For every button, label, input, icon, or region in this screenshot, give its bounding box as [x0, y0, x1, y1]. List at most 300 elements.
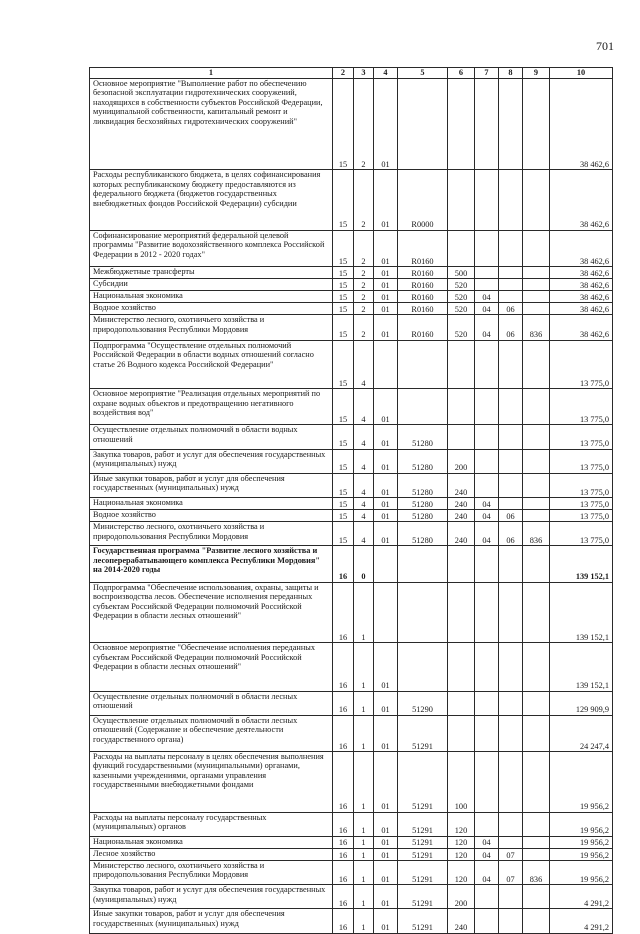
ministry-code-cell [523, 170, 550, 231]
section-cell [475, 582, 499, 643]
target-code-cell: 51291 [398, 715, 448, 751]
row-name-cell: Министерство лесного, охотничьего хозяйства и природопользования Республики Мордовия [90, 315, 333, 340]
row-name-cell: Расходы на выплаты персоналу в целях обеспечения выполнения функций государственными (муниципальными) органами, казенными учреждениями, органами управления государственными внебюджетными фондами [90, 752, 333, 813]
event-code-cell: 01 [374, 79, 398, 170]
expense-type-cell [448, 582, 475, 643]
section-cell: 04 [475, 836, 499, 848]
program-code-cell: 15 [333, 340, 354, 388]
event-code-cell: 01 [374, 291, 398, 303]
event-code-cell: 01 [374, 449, 398, 473]
amount-cell: 38 462,6 [550, 291, 613, 303]
program-code-cell: 16 [333, 860, 354, 884]
row-name-cell: Субсидии [90, 279, 333, 291]
target-code-cell: R0160 [398, 315, 448, 340]
program-code-cell: 15 [333, 473, 354, 497]
subprogram-code-cell: 2 [354, 170, 374, 231]
table-row [90, 303, 613, 315]
header-cell: 5 [398, 68, 448, 79]
amount-cell: 24 247,4 [550, 715, 613, 751]
target-code-cell [398, 546, 448, 582]
program-code-cell: 16 [333, 909, 354, 933]
target-code-cell: R0160 [398, 303, 448, 315]
amount-cell: 139 152,1 [550, 582, 613, 643]
section-cell [475, 812, 499, 836]
expense-type-cell [448, 79, 475, 170]
section-cell: 04 [475, 510, 499, 522]
event-code-cell: 01 [374, 303, 398, 315]
budget-table [89, 67, 613, 934]
subprogram-code-cell: 4 [354, 510, 374, 522]
expense-type-cell: 520 [448, 315, 475, 340]
page-number: 701 [596, 39, 614, 53]
subprogram-code-cell: 2 [354, 267, 374, 279]
section-cell [475, 449, 499, 473]
ministry-code-cell [523, 291, 550, 303]
event-code-cell: 01 [374, 230, 398, 266]
subprogram-code-cell: 1 [354, 909, 374, 933]
amount-cell: 13 775,0 [550, 522, 613, 546]
row-name-cell: Национальная экономика [90, 291, 333, 303]
ministry-code-cell [523, 279, 550, 291]
event-code-cell: 01 [374, 848, 398, 860]
event-code-cell: 01 [374, 691, 398, 715]
ministry-code-cell [523, 79, 550, 170]
subprogram-code-cell: 2 [354, 230, 374, 266]
row-name-cell: Водное хозяйство [90, 510, 333, 522]
subprogram-code-cell: 2 [354, 315, 374, 340]
event-code-cell: 01 [374, 715, 398, 751]
table-row [90, 389, 613, 425]
subprogram-code-cell: 1 [354, 691, 374, 715]
subsection-cell [499, 449, 523, 473]
expense-type-cell: 120 [448, 812, 475, 836]
program-code-cell: 16 [333, 691, 354, 715]
subprogram-code-cell: 1 [354, 836, 374, 848]
event-code-cell: 01 [374, 473, 398, 497]
amount-cell: 38 462,6 [550, 315, 613, 340]
ministry-code-cell [523, 691, 550, 715]
row-name-cell: Осуществление отдельных полномочий в области лесных отношений (Содержание и обеспечение деятельности государственного органа) [90, 715, 333, 751]
target-code-cell: 51280 [398, 473, 448, 497]
expense-type-cell [448, 340, 475, 388]
table-row [90, 230, 613, 266]
expense-type-cell [448, 230, 475, 266]
target-code-cell: 51291 [398, 860, 448, 884]
expense-type-cell: 240 [448, 522, 475, 546]
table-row [90, 279, 613, 291]
program-code-cell: 16 [333, 885, 354, 909]
expense-type-cell: 240 [448, 473, 475, 497]
event-code-cell: 01 [374, 510, 398, 522]
ministry-code-cell [523, 812, 550, 836]
amount-cell: 38 462,6 [550, 279, 613, 291]
amount-cell: 129 909,9 [550, 691, 613, 715]
target-code-cell [398, 582, 448, 643]
row-name-cell: Иные закупки товаров, работ и услуг для обеспечения государственных (муниципальных) нужд [90, 473, 333, 497]
row-name-cell: Министерство лесного, охотничьего хозяйства и природопользования Республики Мордовия [90, 522, 333, 546]
target-code-cell: 51280 [398, 522, 448, 546]
ministry-code-cell [523, 389, 550, 425]
ministry-code-cell [523, 498, 550, 510]
ministry-code-cell [523, 582, 550, 643]
event-code-cell: 01 [374, 279, 398, 291]
program-code-cell: 15 [333, 510, 354, 522]
subprogram-code-cell: 1 [354, 848, 374, 860]
subsection-cell [499, 752, 523, 813]
event-code-cell: 01 [374, 267, 398, 279]
section-cell [475, 425, 499, 449]
target-code-cell [398, 340, 448, 388]
subsection-cell [499, 473, 523, 497]
amount-cell: 38 462,6 [550, 230, 613, 266]
table-row [90, 449, 613, 473]
program-code-cell: 16 [333, 643, 354, 691]
subsection-cell [499, 279, 523, 291]
header-cell: 10 [550, 68, 613, 79]
amount-cell: 139 152,1 [550, 546, 613, 582]
amount-cell: 19 956,2 [550, 848, 613, 860]
ministry-code-cell [523, 267, 550, 279]
section-cell: 04 [475, 522, 499, 546]
section-cell [475, 546, 499, 582]
expense-type-cell: 240 [448, 510, 475, 522]
amount-cell: 38 462,6 [550, 170, 613, 231]
row-name-cell: Основное мероприятие "Выполнение работ по обеспечению безопасной эксплуатации гидротехнических сооружений, находящихся в собственности субъектов Российской Федерации, муниципальной собственности, капитальный ремонт и ликвидация бесхозяйных гидротехнических сооружений" [90, 79, 333, 170]
amount-cell: 38 462,6 [550, 79, 613, 170]
subprogram-code-cell: 4 [354, 389, 374, 425]
table-row [90, 170, 613, 231]
subsection-cell [499, 498, 523, 510]
header-cell: 2 [333, 68, 354, 79]
table-body [90, 79, 613, 934]
target-code-cell [398, 389, 448, 425]
target-code-cell [398, 79, 448, 170]
subprogram-code-cell: 1 [354, 885, 374, 909]
program-code-cell: 15 [333, 279, 354, 291]
program-code-cell: 15 [333, 389, 354, 425]
table-row [90, 522, 613, 546]
row-name-cell: Основное мероприятие "Реализация отдельных мероприятий по охране водных объектов и предотвращению негативного воздействия вод" [90, 389, 333, 425]
section-cell: 04 [475, 291, 499, 303]
section-cell [475, 643, 499, 691]
program-code-cell: 15 [333, 230, 354, 266]
ministry-code-cell: 836 [523, 860, 550, 884]
subprogram-code-cell: 1 [354, 812, 374, 836]
table-row [90, 848, 613, 860]
ministry-code-cell [523, 449, 550, 473]
event-code-cell: 01 [374, 885, 398, 909]
program-code-cell: 15 [333, 303, 354, 315]
expense-type-cell [448, 643, 475, 691]
row-name-cell: Основное мероприятие "Обеспечение исполнения переданных субъектам Российской Федерации полномочий Российской Федерации в области лесных отношений" [90, 643, 333, 691]
program-code-cell: 15 [333, 425, 354, 449]
target-code-cell: 51291 [398, 848, 448, 860]
amount-cell: 13 775,0 [550, 498, 613, 510]
table-row [90, 546, 613, 582]
target-code-cell: R0160 [398, 291, 448, 303]
target-code-cell: 51291 [398, 812, 448, 836]
table-row [90, 909, 613, 933]
target-code-cell: 51291 [398, 836, 448, 848]
event-code-cell: 01 [374, 170, 398, 231]
subsection-cell: 06 [499, 522, 523, 546]
ministry-code-cell [523, 715, 550, 751]
target-code-cell: R0160 [398, 279, 448, 291]
ministry-code-cell [523, 546, 550, 582]
subsection-cell [499, 389, 523, 425]
subsection-cell: 06 [499, 303, 523, 315]
subsection-cell [499, 170, 523, 231]
target-code-cell: 51280 [398, 449, 448, 473]
subsection-cell: 06 [499, 510, 523, 522]
target-code-cell: 51291 [398, 909, 448, 933]
ministry-code-cell [523, 848, 550, 860]
target-code-cell: R0000 [398, 170, 448, 231]
event-code-cell: 01 [374, 498, 398, 510]
header-cell: 7 [475, 68, 499, 79]
section-cell: 04 [475, 848, 499, 860]
event-code-cell: 01 [374, 389, 398, 425]
amount-cell: 13 775,0 [550, 510, 613, 522]
target-code-cell: 51280 [398, 425, 448, 449]
amount-cell: 13 775,0 [550, 340, 613, 388]
ministry-code-cell [523, 643, 550, 691]
target-code-cell: 51280 [398, 498, 448, 510]
table-row [90, 691, 613, 715]
header-cell: 4 [374, 68, 398, 79]
event-code-cell [374, 546, 398, 582]
table-row [90, 473, 613, 497]
subsection-cell [499, 643, 523, 691]
row-name-cell: Межбюджетные трансферты [90, 267, 333, 279]
table-row [90, 498, 613, 510]
program-code-cell: 16 [333, 752, 354, 813]
program-code-cell: 16 [333, 812, 354, 836]
table-row [90, 267, 613, 279]
subsection-cell [499, 546, 523, 582]
ministry-code-cell: 836 [523, 315, 550, 340]
table-row [90, 340, 613, 388]
subsection-cell [499, 267, 523, 279]
section-cell [475, 473, 499, 497]
row-name-cell: Министерство лесного, охотничьего хозяйства и природопользования Республики Мордовия [90, 860, 333, 884]
amount-cell: 4 291,2 [550, 885, 613, 909]
row-name-cell: Осуществление отдельных полномочий в области лесных отношений [90, 691, 333, 715]
section-cell: 04 [475, 860, 499, 884]
program-code-cell: 15 [333, 291, 354, 303]
subsection-cell: 07 [499, 860, 523, 884]
ministry-code-cell [523, 340, 550, 388]
event-code-cell: 01 [374, 752, 398, 813]
ministry-code-cell [523, 510, 550, 522]
amount-cell: 13 775,0 [550, 425, 613, 449]
subprogram-code-cell: 4 [354, 340, 374, 388]
subprogram-code-cell: 1 [354, 643, 374, 691]
section-cell [475, 230, 499, 266]
section-cell [475, 279, 499, 291]
section-cell [475, 691, 499, 715]
amount-cell: 38 462,6 [550, 267, 613, 279]
subprogram-code-cell: 1 [354, 715, 374, 751]
row-name-cell: Лесное хозяйство [90, 848, 333, 860]
subsection-cell [499, 230, 523, 266]
amount-cell: 19 956,2 [550, 860, 613, 884]
subsection-cell [499, 836, 523, 848]
amount-cell: 19 956,2 [550, 752, 613, 813]
header-cell: 1 [90, 68, 333, 79]
section-cell [475, 267, 499, 279]
expense-type-cell [448, 425, 475, 449]
expense-type-cell: 520 [448, 303, 475, 315]
table-header-row [90, 68, 613, 79]
expense-type-cell: 500 [448, 267, 475, 279]
expense-type-cell [448, 691, 475, 715]
expense-type-cell: 120 [448, 860, 475, 884]
table-row [90, 425, 613, 449]
table-row [90, 812, 613, 836]
subsection-cell [499, 340, 523, 388]
event-code-cell: 01 [374, 315, 398, 340]
event-code-cell: 01 [374, 860, 398, 884]
row-name-cell: Государственная программа "Развитие лесного хозяйства и лесоперерабатывающего комплекса Республики Мордовия" на 2014-2020 годы [90, 546, 333, 582]
amount-cell: 13 775,0 [550, 449, 613, 473]
target-code-cell: 51280 [398, 510, 448, 522]
ministry-code-cell [523, 230, 550, 266]
table-row [90, 752, 613, 813]
ministry-code-cell [523, 425, 550, 449]
expense-type-cell: 120 [448, 836, 475, 848]
expense-type-cell: 240 [448, 498, 475, 510]
ministry-code-cell [523, 303, 550, 315]
expense-type-cell: 200 [448, 885, 475, 909]
event-code-cell [374, 582, 398, 643]
program-code-cell: 16 [333, 582, 354, 643]
subprogram-code-cell: 4 [354, 498, 374, 510]
table-row [90, 885, 613, 909]
expense-type-cell [448, 715, 475, 751]
row-name-cell: Подпрограмма "Обеспечение использования, охраны, защиты и воспроизводства лесов. Обеспечение исполнения переданных субъектам Российской Федерации полномочий Российской Федерации в области лесных отношений" [90, 582, 333, 643]
subprogram-code-cell: 4 [354, 425, 374, 449]
ministry-code-cell [523, 885, 550, 909]
target-code-cell: 51290 [398, 691, 448, 715]
subsection-cell [499, 715, 523, 751]
program-code-cell: 15 [333, 267, 354, 279]
subsection-cell [499, 291, 523, 303]
subsection-cell [499, 885, 523, 909]
subprogram-code-cell: 2 [354, 279, 374, 291]
amount-cell: 4 291,2 [550, 909, 613, 933]
section-cell [475, 79, 499, 170]
table-row [90, 715, 613, 751]
section-cell: 04 [475, 498, 499, 510]
subsection-cell [499, 691, 523, 715]
section-cell [475, 752, 499, 813]
row-name-cell: Закупка товаров, работ и услуг для обеспечения государственных (муниципальных) нужд [90, 885, 333, 909]
section-cell [475, 170, 499, 231]
table-row [90, 510, 613, 522]
ministry-code-cell [523, 752, 550, 813]
event-code-cell: 01 [374, 425, 398, 449]
event-code-cell: 01 [374, 909, 398, 933]
header-cell: 8 [499, 68, 523, 79]
program-code-cell: 15 [333, 170, 354, 231]
program-code-cell: 15 [333, 315, 354, 340]
section-cell: 04 [475, 303, 499, 315]
program-code-cell: 15 [333, 522, 354, 546]
section-cell [475, 389, 499, 425]
expense-type-cell [448, 170, 475, 231]
program-code-cell: 15 [333, 449, 354, 473]
row-name-cell: Расходы республиканского бюджета, в целях софинансирования которых республиканскому бюджету предоставляются из федерального бюджета (бюджетов государственных внебюджетных фондов Российской Федерации) субсидии [90, 170, 333, 231]
expense-type-cell: 520 [448, 279, 475, 291]
row-name-cell: Иные закупки товаров, работ и услуг для обеспечения государственных (муниципальных) нужд [90, 909, 333, 933]
table-row [90, 315, 613, 340]
subprogram-code-cell: 0 [354, 546, 374, 582]
amount-cell: 13 775,0 [550, 473, 613, 497]
header-cell: 9 [523, 68, 550, 79]
amount-cell: 19 956,2 [550, 812, 613, 836]
program-code-cell: 15 [333, 498, 354, 510]
program-code-cell: 16 [333, 715, 354, 751]
subprogram-code-cell: 2 [354, 291, 374, 303]
subprogram-code-cell: 4 [354, 449, 374, 473]
event-code-cell: 01 [374, 836, 398, 848]
event-code-cell: 01 [374, 522, 398, 546]
amount-cell: 38 462,6 [550, 303, 613, 315]
ministry-code-cell [523, 473, 550, 497]
program-code-cell: 16 [333, 848, 354, 860]
expense-type-cell: 520 [448, 291, 475, 303]
event-code-cell [374, 340, 398, 388]
header-cell: 6 [448, 68, 475, 79]
amount-cell: 139 152,1 [550, 643, 613, 691]
row-name-cell: Расходы на выплаты персоналу государственных (муниципальных) органов [90, 812, 333, 836]
row-name-cell: Софинансирование мероприятий федеральной целевой программы "Развитие водохозяйственного комплекса Российской Федерации в 2012 - 2020 годах" [90, 230, 333, 266]
table-row [90, 860, 613, 884]
subprogram-code-cell: 1 [354, 860, 374, 884]
subprogram-code-cell: 1 [354, 582, 374, 643]
header-cell: 3 [354, 68, 374, 79]
subsection-cell [499, 425, 523, 449]
expense-type-cell: 100 [448, 752, 475, 813]
subprogram-code-cell: 2 [354, 303, 374, 315]
subprogram-code-cell: 2 [354, 79, 374, 170]
ministry-code-cell: 836 [523, 522, 550, 546]
ministry-code-cell [523, 836, 550, 848]
ministry-code-cell [523, 909, 550, 933]
subsection-cell: 06 [499, 315, 523, 340]
expense-type-cell: 120 [448, 848, 475, 860]
section-cell [475, 340, 499, 388]
table-row [90, 79, 613, 170]
subprogram-code-cell: 4 [354, 522, 374, 546]
section-cell [475, 909, 499, 933]
section-cell [475, 715, 499, 751]
expense-type-cell: 200 [448, 449, 475, 473]
section-cell [475, 885, 499, 909]
target-code-cell: R0160 [398, 267, 448, 279]
target-code-cell [398, 643, 448, 691]
expense-type-cell [448, 546, 475, 582]
row-name-cell: Водное хозяйство [90, 303, 333, 315]
section-cell: 04 [475, 315, 499, 340]
expense-type-cell: 240 [448, 909, 475, 933]
target-code-cell: 51291 [398, 752, 448, 813]
row-name-cell: Национальная экономика [90, 836, 333, 848]
expense-type-cell [448, 389, 475, 425]
amount-cell: 19 956,2 [550, 836, 613, 848]
subsection-cell: 07 [499, 848, 523, 860]
